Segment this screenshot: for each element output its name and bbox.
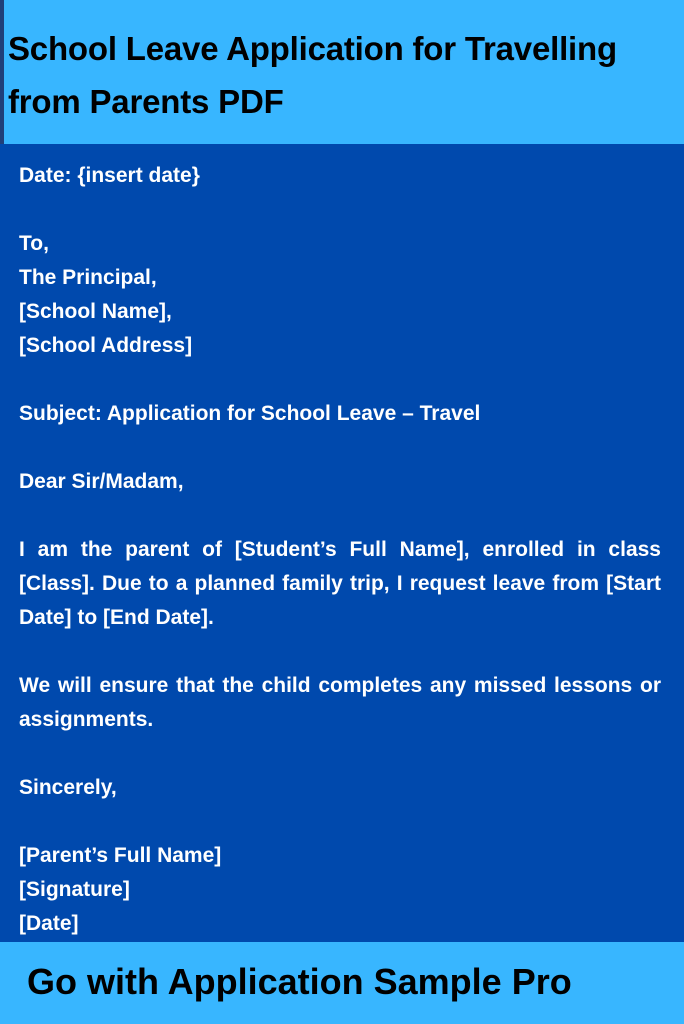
request-paragraph: I am the parent of [Student’s Full Name], enrolled in class [Class]. Due to a planned family trip, I request leave from [Start Date] to [End Date]. [19,538,661,629]
spacer [19,499,661,533]
parent-name-line: [Parent’s Full Name] [19,844,222,867]
sign-date-line: [Date] [19,912,79,935]
recipient-line: The Principal, [19,266,157,289]
closing-line: Sincerely, [19,776,117,799]
spacer [19,363,661,397]
spacer [19,635,661,669]
letter-body [19,159,661,941]
date-line: Date: {insert date} [19,164,200,187]
assurance-paragraph: We will ensure that the child completes any missed lessons or assignments. [19,674,661,731]
signature-line: [Signature] [19,878,130,901]
title-banner [0,0,684,144]
subject-line: Subject: Application for School Leave – Travel [19,402,481,425]
salutation-line: Dear Sir/Madam, [19,470,184,493]
footer-banner [0,942,684,1024]
to-line: To, [19,232,49,255]
spacer [19,737,661,771]
page-title: School Leave Application for Travelling from Parents PDF [8,30,617,120]
school-name-line: [School Name], [19,300,172,323]
spacer [19,805,661,839]
footer-brand-text: Go with Application Sample Pro [27,961,572,1002]
spacer [19,193,661,227]
spacer [19,431,661,465]
school-address-line: [School Address] [19,334,193,357]
